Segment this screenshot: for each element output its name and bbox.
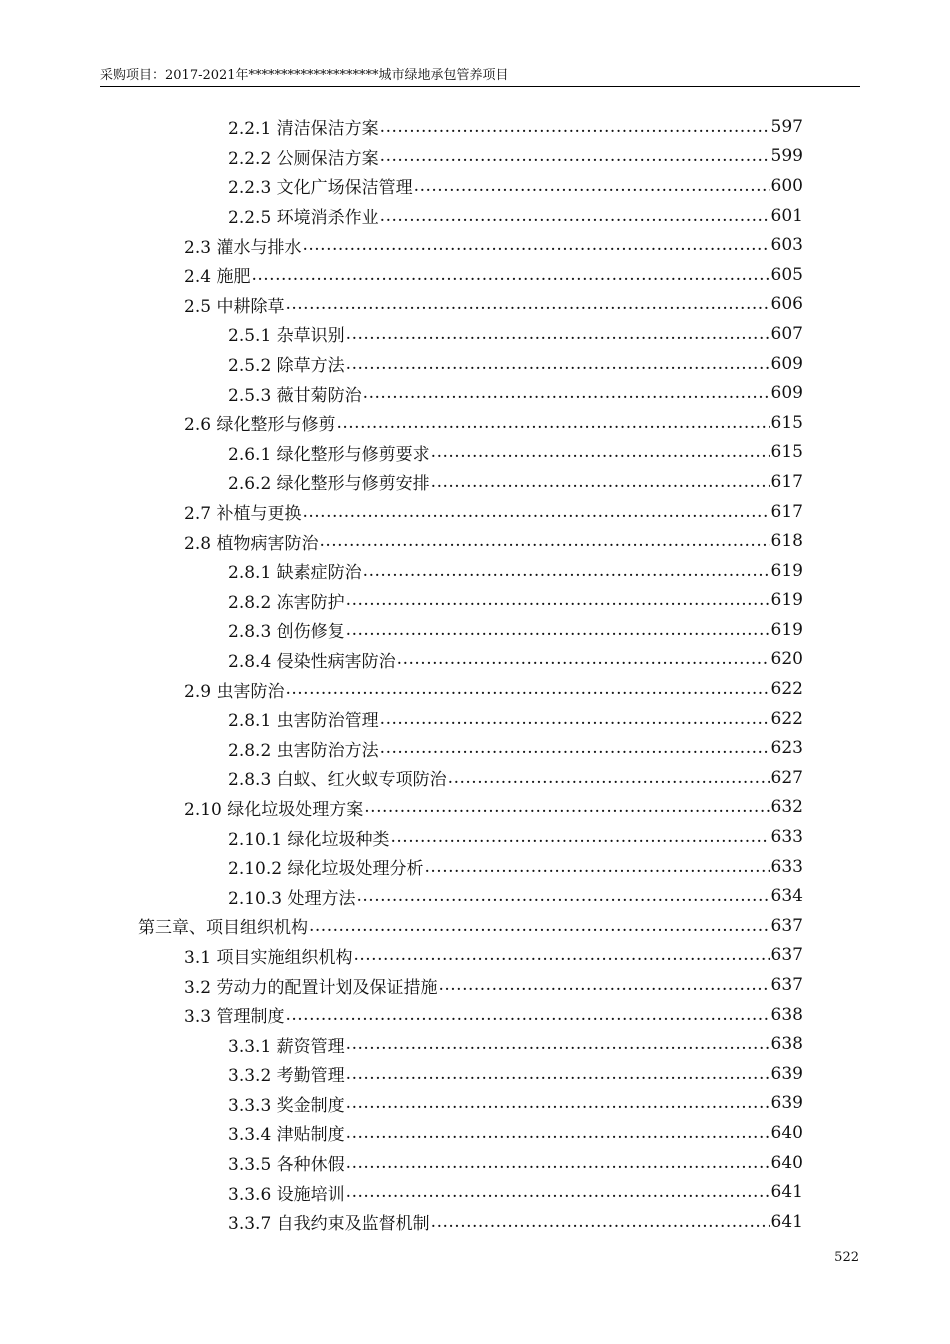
- toc-entry-page: 619: [770, 560, 803, 581]
- toc-entry-title: 2.5.1 杂草识别: [228, 326, 345, 347]
- toc-entry-title: 3.3 管理制度: [184, 1007, 285, 1028]
- toc-dot-leader: [431, 442, 770, 462]
- toc-dot-leader: [431, 1212, 770, 1232]
- toc-entry[interactable]: [0, 467, 803, 497]
- toc-entry-title: 2.6.1 绿化整形与修剪要求: [228, 444, 430, 465]
- toc-entry[interactable]: [0, 319, 803, 349]
- toc-entry-page: 622: [770, 708, 803, 729]
- toc-entry-title: 2.10.3 处理方法: [228, 888, 356, 909]
- toc-dot-leader: [309, 916, 770, 936]
- toc-entry-page: 615: [770, 442, 803, 463]
- toc-entry-title: 3.2 劳动力的配置计划及保证措施: [184, 977, 438, 998]
- toc-entry[interactable]: [0, 171, 803, 201]
- toc-entry[interactable]: [0, 378, 803, 408]
- toc-entry[interactable]: [0, 230, 803, 260]
- toc-entry-page: 599: [770, 146, 803, 167]
- page-number: 522: [834, 1250, 859, 1265]
- toc-entry-title: 2.2.3 文化广场保洁管理: [228, 178, 413, 199]
- toc-entry-page: 609: [770, 353, 803, 374]
- toc-entry[interactable]: [0, 674, 803, 704]
- toc-entry-page: 597: [770, 116, 803, 137]
- toc-entry[interactable]: [0, 1059, 803, 1089]
- toc-dot-leader: [431, 472, 770, 492]
- toc-entry-page: 600: [770, 175, 803, 196]
- toc-entry-title: 2.8.4 侵染性病害防治: [228, 651, 396, 672]
- toc-entry[interactable]: [0, 201, 803, 231]
- toc-entry-page: 633: [770, 856, 803, 877]
- toc-dot-leader: [346, 1153, 770, 1173]
- toc-entry-title: 2.8.1 缺素症防治: [228, 563, 362, 584]
- toc-entry[interactable]: [0, 1029, 803, 1059]
- toc-entry[interactable]: [0, 1089, 803, 1119]
- toc-entry-page: 603: [770, 235, 803, 256]
- toc-entry-title: 2.2.2 公厕保洁方案: [228, 148, 379, 169]
- toc-entry-page: 639: [770, 1063, 803, 1084]
- toc-entry-page: 637: [770, 945, 803, 966]
- toc-dot-leader: [346, 1064, 770, 1084]
- toc-entry-page: 617: [770, 501, 803, 522]
- toc-entry-page: 637: [770, 915, 803, 936]
- toc-entry-page: 618: [770, 531, 803, 552]
- toc-entry-title: 2.8.3 白蚁、红火蚁专项防治: [228, 770, 447, 791]
- toc-dot-leader: [364, 797, 769, 817]
- toc-entry[interactable]: [0, 112, 803, 142]
- toc-dot-leader: [414, 176, 770, 196]
- toc-dot-leader: [380, 738, 770, 758]
- toc-entry-title: 3.3.2 考勤管理: [228, 1066, 345, 1087]
- toc-entry-page: 640: [770, 1122, 803, 1143]
- toc-entry-title: 3.3.5 各种休假: [228, 1155, 345, 1176]
- toc-entry[interactable]: [0, 526, 803, 556]
- toc-dot-leader: [380, 206, 770, 226]
- toc-dot-leader: [346, 1034, 770, 1054]
- toc-entry[interactable]: [0, 497, 803, 527]
- toc-entry-page: 638: [770, 1004, 803, 1025]
- toc-entry[interactable]: [0, 556, 803, 586]
- toc-dot-leader: [346, 1182, 770, 1202]
- toc-entry-title: 2.10.1 绿化垃圾种类: [228, 829, 390, 850]
- toc-entry-page: 609: [770, 383, 803, 404]
- toc-dot-leader: [380, 117, 770, 137]
- toc-dot-leader: [390, 827, 769, 847]
- toc-entry-title: 2.2.1 清洁保洁方案: [228, 119, 379, 140]
- toc-entry-title: 3.1 项目实施组织机构: [184, 947, 353, 968]
- toc-entry-title: 2.4 施肥: [184, 267, 251, 288]
- toc-entry[interactable]: [0, 911, 803, 941]
- toc-entry-title: 3.3.7 自我约束及监督机制: [228, 1214, 430, 1235]
- toc-entry-title: 2.6.2 绿化整形与修剪安排: [228, 474, 430, 495]
- toc-entry[interactable]: [0, 1207, 803, 1237]
- toc-entry[interactable]: [0, 852, 803, 882]
- toc-dot-leader: [346, 324, 770, 344]
- toc-entry[interactable]: [0, 408, 803, 438]
- toc-dot-leader: [251, 265, 769, 285]
- toc-dot-leader: [380, 146, 770, 166]
- toc-dot-leader: [346, 1093, 770, 1113]
- toc-dot-leader: [302, 235, 769, 255]
- toc-entry-page: 620: [770, 649, 803, 670]
- toc-entry-page: 641: [770, 1211, 803, 1232]
- toc-entry-title: 2.8.2 虫害防治方法: [228, 740, 379, 761]
- toc-entry[interactable]: [0, 822, 803, 852]
- toc-dot-leader: [346, 1123, 770, 1143]
- toc-entry[interactable]: [0, 438, 803, 468]
- toc-entry[interactable]: [0, 1177, 803, 1207]
- toc-dot-leader: [285, 294, 769, 314]
- toc-entry-title: 2.5.3 薇甘菊防治: [228, 385, 362, 406]
- toc-entry[interactable]: [0, 615, 803, 645]
- toc-entry[interactable]: [0, 260, 803, 290]
- toc-dot-leader: [285, 1005, 769, 1025]
- toc-entry[interactable]: [0, 586, 803, 616]
- toc-entry-title: 3.3.1 薪资管理: [228, 1036, 345, 1057]
- toc-entry-page: 606: [770, 294, 803, 315]
- toc-entry[interactable]: [0, 142, 803, 172]
- page-header: 采购项目：2017-2021年********************城市绿地承包管养项目: [100, 66, 860, 87]
- toc-entry-title: 2.8.2 冻害防护: [228, 592, 345, 613]
- toc-entry[interactable]: [0, 645, 803, 675]
- toc-entry[interactable]: [0, 1148, 803, 1178]
- toc-entry-page: 634: [770, 886, 803, 907]
- toc-entry[interactable]: [0, 704, 803, 734]
- toc-entry-title: 3.3.6 设施培训: [228, 1184, 345, 1205]
- toc-entry-title: 2.3 灌水与排水: [184, 237, 302, 258]
- toc-entry-page: 639: [770, 1093, 803, 1114]
- toc-entry-title: 2.5.2 除草方法: [228, 356, 345, 377]
- toc-entry-title: 2.10 绿化垃圾处理方案: [184, 799, 364, 820]
- toc-dot-leader: [346, 354, 770, 374]
- toc-entry-title: 2.7 补植与更换: [184, 504, 302, 525]
- toc-entry-page: 632: [770, 797, 803, 818]
- toc-dot-leader: [363, 383, 770, 403]
- toc-entry[interactable]: [0, 733, 803, 763]
- toc-entry-title: 2.5 中耕除草: [184, 296, 285, 317]
- toc-entry-page: 607: [770, 323, 803, 344]
- toc-entry-page: 641: [770, 1182, 803, 1203]
- toc-entry-title: 3.3.3 奖金制度: [228, 1095, 345, 1116]
- toc-entry-page: 622: [770, 679, 803, 700]
- toc-dot-leader: [353, 945, 769, 965]
- toc-dot-leader: [319, 531, 769, 551]
- toc-entry-page: 623: [770, 738, 803, 759]
- toc-entry-title: 2.8.1 虫害防治管理: [228, 711, 379, 732]
- toc-entry[interactable]: [0, 290, 803, 320]
- toc-entry-page: 617: [770, 471, 803, 492]
- toc-dot-leader: [302, 502, 769, 522]
- toc-entry[interactable]: [0, 941, 803, 971]
- toc-entry-page: 627: [770, 767, 803, 788]
- toc-entry-page: 633: [770, 827, 803, 848]
- toc-dot-leader: [438, 975, 769, 995]
- toc-entry-page: 637: [770, 975, 803, 996]
- toc-dot-leader: [346, 590, 770, 610]
- toc-dot-leader: [380, 709, 770, 729]
- toc-entry-page: 615: [770, 412, 803, 433]
- toc-entry-title: 2.2.5 环境消杀作业: [228, 208, 379, 229]
- toc-dot-leader: [336, 413, 769, 433]
- toc-entry[interactable]: [0, 763, 803, 793]
- toc-entry[interactable]: [0, 881, 803, 911]
- toc-entry-title: 第三章、项目组织机构: [138, 918, 308, 939]
- toc-dot-leader: [363, 561, 770, 581]
- toc-entry[interactable]: [0, 1000, 803, 1030]
- toc-entry-title: 3.3.4 津贴制度: [228, 1125, 345, 1146]
- table-of-contents: [0, 112, 950, 1237]
- toc-entry-title: 2.9 虫害防治: [184, 681, 285, 702]
- toc-entry-page: 619: [770, 619, 803, 640]
- toc-entry-page: 640: [770, 1152, 803, 1173]
- toc-entry-title: 2.8.3 创伤修复: [228, 622, 345, 643]
- toc-entry-page: 619: [770, 590, 803, 611]
- toc-dot-leader: [285, 679, 769, 699]
- toc-entry-page: 638: [770, 1034, 803, 1055]
- toc-entry[interactable]: [0, 349, 803, 379]
- toc-dot-leader: [424, 857, 769, 877]
- toc-entry-page: 605: [770, 264, 803, 285]
- toc-entry-page: 601: [770, 205, 803, 226]
- toc-dot-leader: [346, 620, 770, 640]
- toc-entry-title: 2.6 绿化整形与修剪: [184, 415, 336, 436]
- toc-dot-leader: [356, 886, 769, 906]
- toc-entry-title: 2.10.2 绿化垃圾处理分析: [228, 859, 424, 880]
- toc-dot-leader: [397, 649, 770, 669]
- toc-entry[interactable]: [0, 1118, 803, 1148]
- toc-entry-title: 2.8 植物病害防治: [184, 533, 319, 554]
- toc-dot-leader: [448, 768, 770, 788]
- toc-entry[interactable]: [0, 970, 803, 1000]
- toc-entry[interactable]: [0, 793, 803, 823]
